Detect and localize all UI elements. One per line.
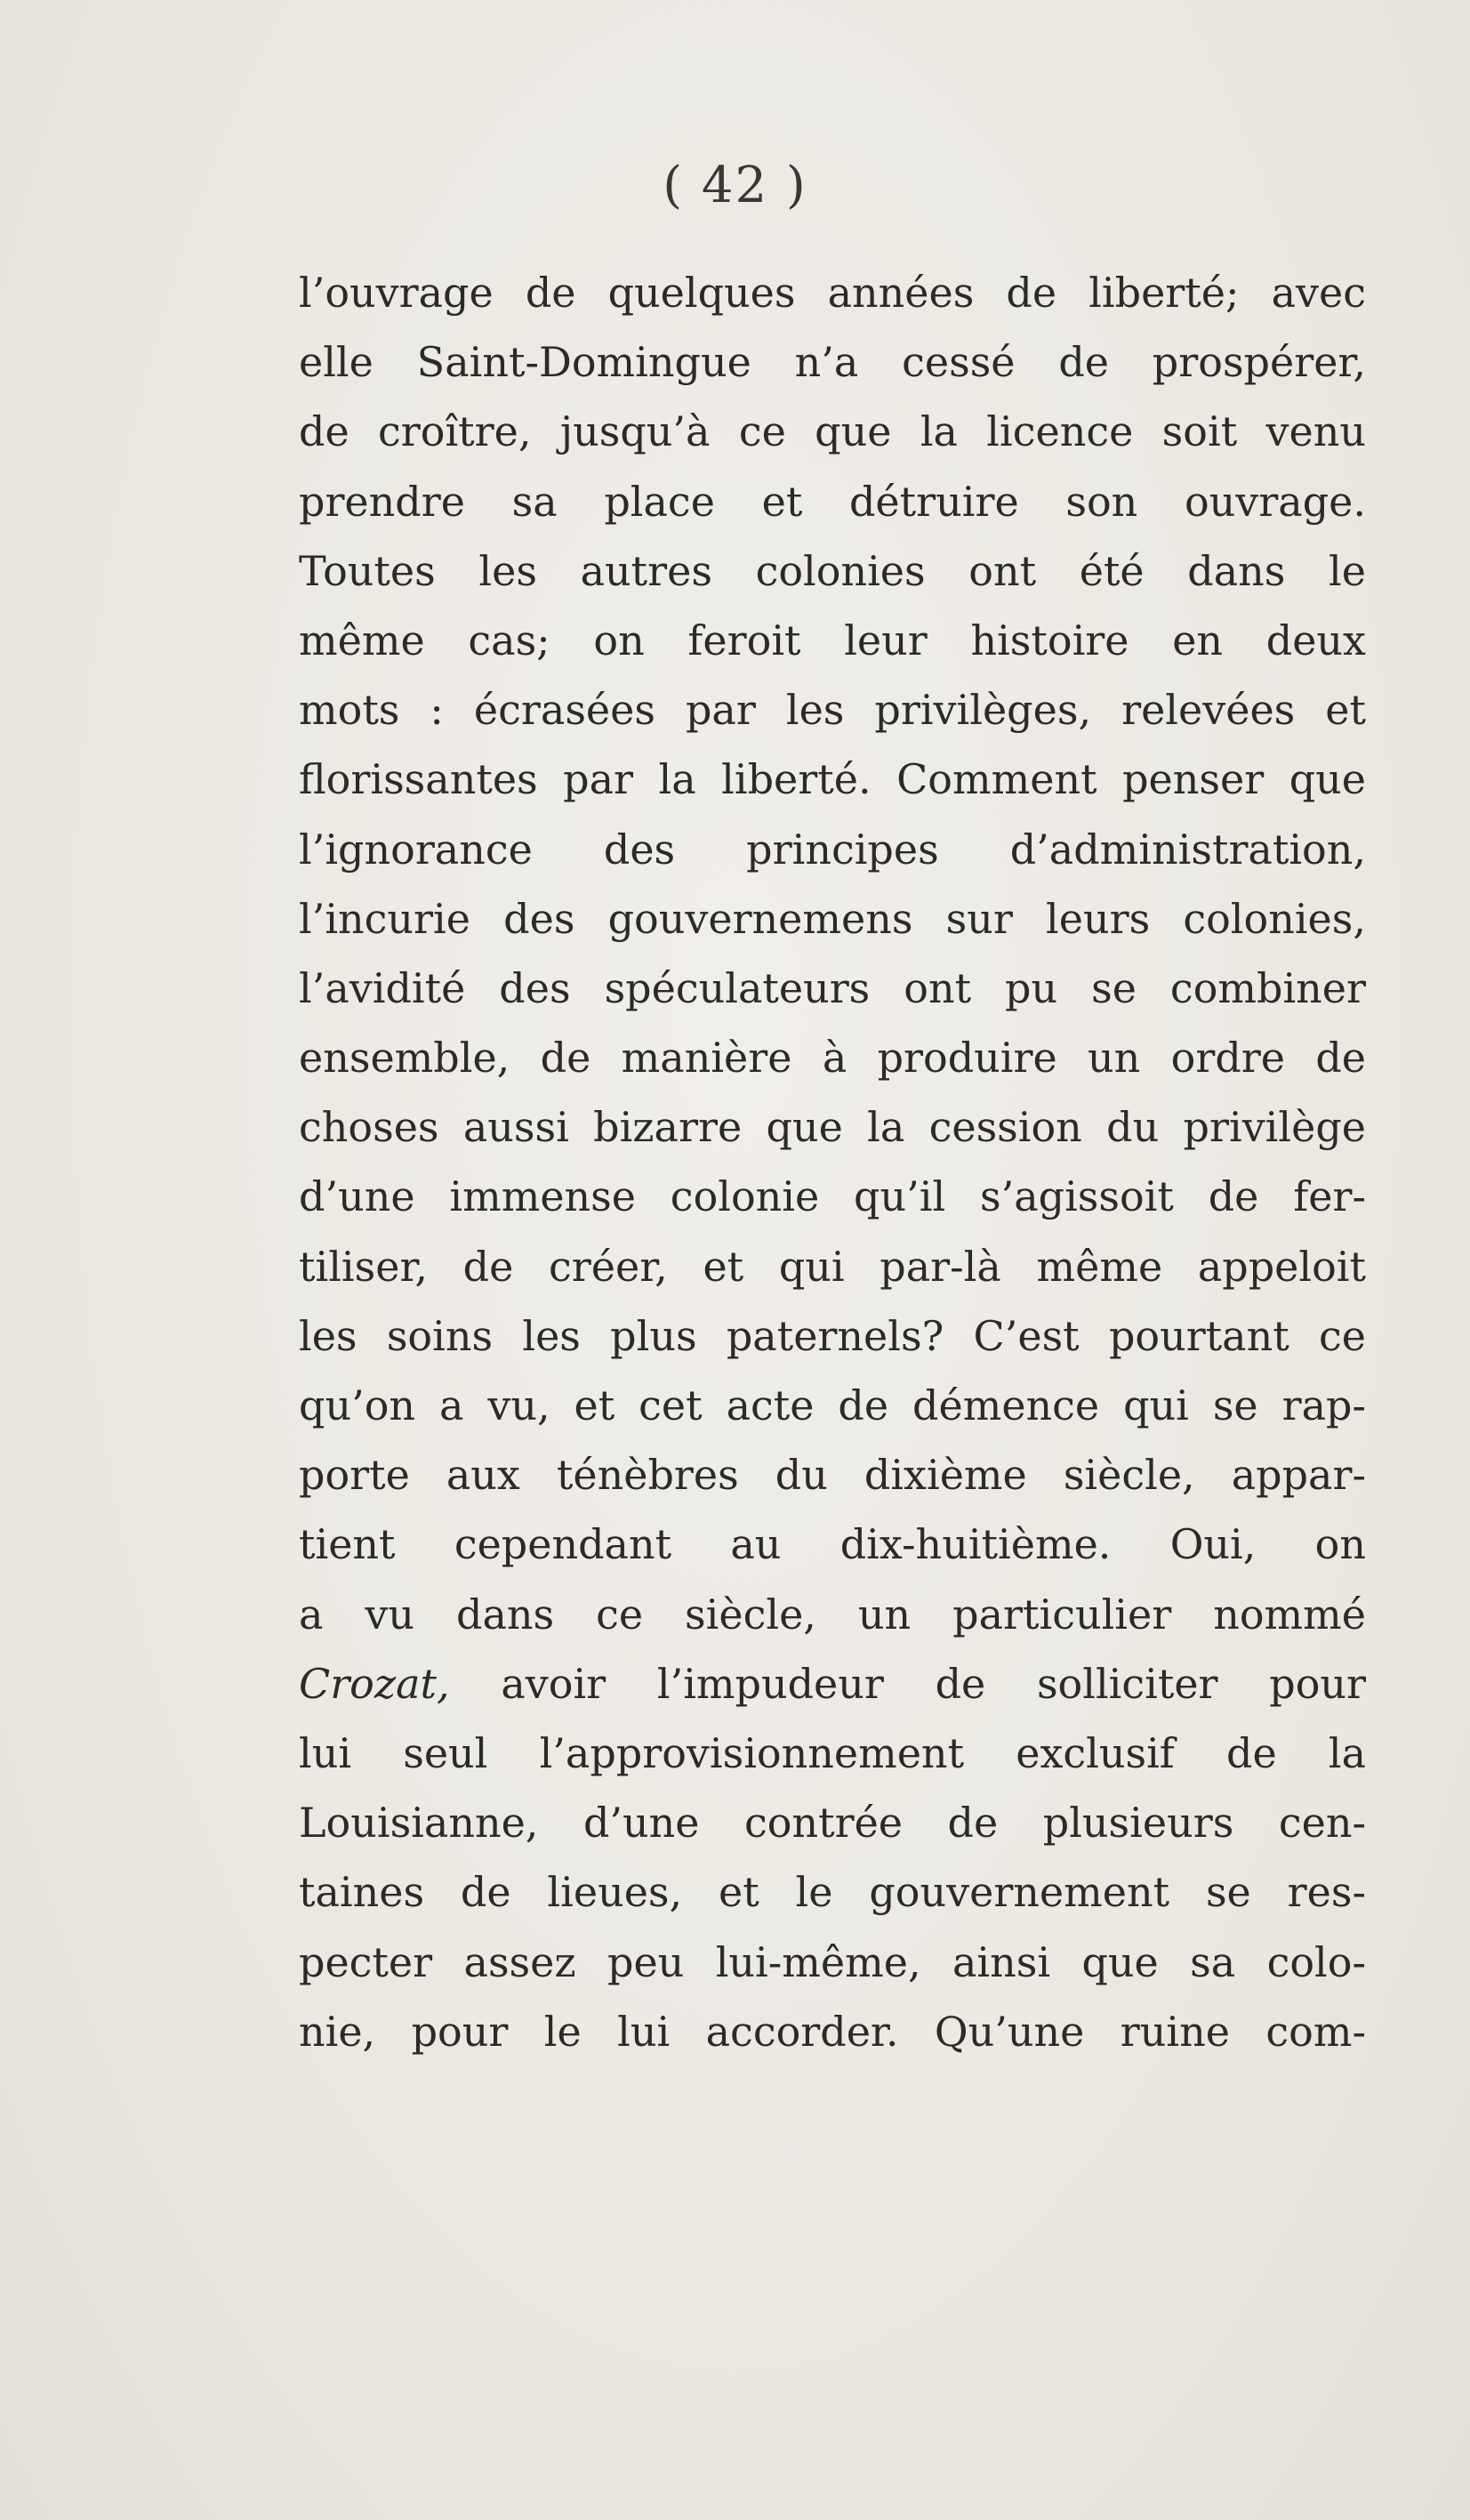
page-number: ( 42 ): [663, 157, 807, 214]
text-line-12: ensemble, de manière à produire un ordre de: [299, 1034, 1366, 1083]
text-line-10: l’incurie des gouvernemens sur leurs colonies,: [299, 894, 1366, 943]
text-line-17: qu’on a vu, et cet acte de démence qui se rap-: [299, 1381, 1366, 1429]
text-line-22: lui seul l’approvisionnement exclusif de la: [299, 1728, 1366, 1777]
text-line-21-rest: avoir l’impudeur de solliciter pour: [501, 1659, 1366, 1708]
text-line-13: choses aussi bizarre que la cession du privilège: [299, 1103, 1366, 1152]
text-line-21: [299, 1649, 1366, 1719]
text-line-25: pecter assez peu lui-même, ainsi que sa colo-: [299, 1937, 1366, 1986]
text-line-20: a vu dans ce siècle, un particulier nommé: [299, 1590, 1366, 1638]
text-line-18: porte aux ténèbres du dixième siècle, appar-: [299, 1451, 1366, 1500]
text-line-15: tiliser, de créer, et qui par-là même appeloit: [299, 1242, 1366, 1291]
text-line-16: les soins les plus paternels? C’est pourtant ce: [299, 1311, 1366, 1360]
body-text: [299, 258, 1366, 2066]
text-line-23: Louisianne, d’une contrée de plusieurs cen-: [299, 1799, 1366, 1848]
text-line-9: l’ignorance des principes d’administration,: [299, 825, 1366, 874]
text-line-2: elle Saint-Domingue n’a cessé de prospérer,: [299, 338, 1366, 387]
text-line-14: d’une immense colonie qu’il s’agissoit de fer-: [299, 1172, 1366, 1221]
text-line-4: prendre sa place et détruire son ouvrage.: [299, 477, 1366, 526]
text-line-19: tient cependant au dix-huitième. Oui, on: [299, 1520, 1366, 1569]
text-line-5: Toutes les autres colonies ont été dans le: [299, 546, 1366, 595]
text-line-11: l’avidité des spéculateurs ont pu se combiner: [299, 963, 1366, 1012]
text-line-6: même cas; on feroit leur histoire en deux: [299, 616, 1366, 664]
text-line-24: taines de lieues, et le gouvernement se res-: [299, 1868, 1366, 1917]
text-line-3: de croître, jusqu’à ce que la licence soit venu: [299, 407, 1366, 456]
text-line-1: l’ouvrage de quelques années de liberté; avec: [299, 269, 1366, 317]
text-line-8: florissantes par la liberté. Comment penser que: [299, 755, 1366, 804]
italic-name: Crozat,: [299, 1659, 450, 1708]
text-line-26: nie, pour le lui accorder. Qu’une ruine com-: [299, 2007, 1366, 2056]
text-line-7: mots : écrasées par les privilèges, relevées et: [299, 686, 1366, 735]
